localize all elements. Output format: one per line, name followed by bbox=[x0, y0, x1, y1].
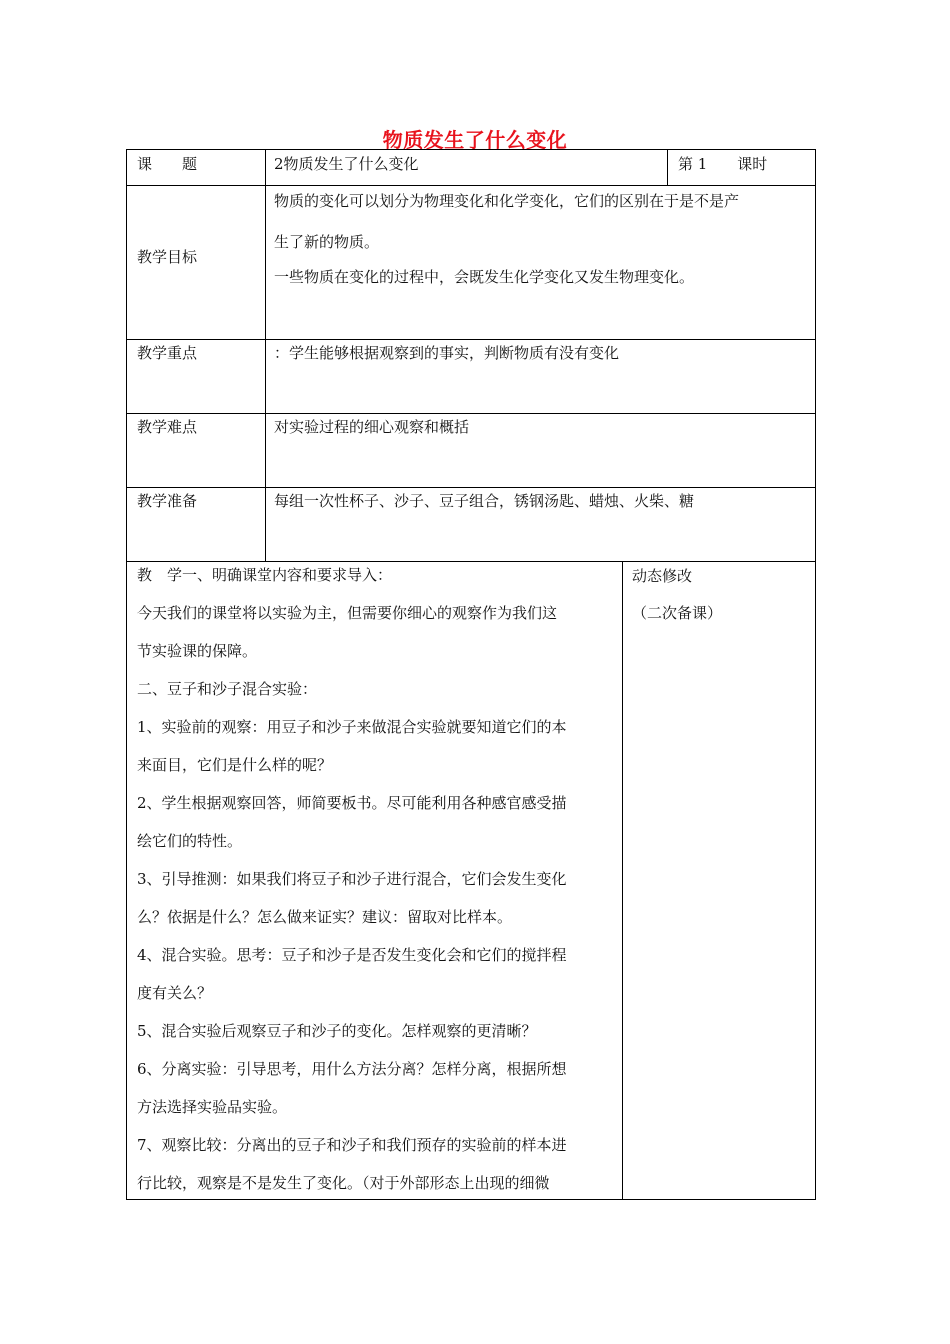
process-line: 绘它们的特性。 bbox=[137, 832, 243, 850]
row-divider bbox=[126, 413, 816, 414]
revision-note: （二次备课） bbox=[632, 604, 723, 622]
goals-line: 生了新的物质。 bbox=[274, 233, 380, 251]
topic-label: 课 题 bbox=[137, 155, 198, 173]
difficulty-label: 教学难点 bbox=[137, 418, 198, 436]
revision-title: 动态修改 bbox=[632, 567, 693, 585]
column-divider bbox=[265, 149, 266, 561]
column-divider bbox=[622, 561, 623, 1200]
process-line: 2、学生根据观察回答，师简要板书。尽可能利用各种感官感受描 bbox=[137, 794, 567, 812]
lesson-number: 第 1 课时 bbox=[678, 155, 768, 173]
process-lines bbox=[137, 556, 617, 1202]
process-line: 方法选择实验品实验。 bbox=[137, 1098, 288, 1116]
column-divider bbox=[667, 149, 668, 185]
preparation-label: 教学准备 bbox=[137, 492, 198, 510]
key-point-label: 教学重点 bbox=[137, 344, 198, 362]
row-divider bbox=[126, 185, 816, 186]
process-line: 6、分离实验：引导思考，用什么方法分离？怎样分离，根据所想 bbox=[137, 1060, 567, 1078]
difficulty-value: 对实验过程的细心观察和概括 bbox=[274, 418, 470, 436]
process-line: 1、实验前的观察：用豆子和沙子来做混合实验就要知道它们的本 bbox=[137, 718, 567, 736]
process-line: 5、混合实验后观察豆子和沙子的变化。怎样观察的更清晰？ bbox=[137, 1022, 537, 1040]
document-title: 物质发生了什么变化 bbox=[382, 128, 568, 152]
preparation-value: 每组一次性杯子、沙子、豆子组合，锈钢汤匙、蜡烛、火柴、糖 bbox=[274, 492, 695, 510]
row-divider bbox=[126, 487, 816, 488]
process-line: 今天我们的课堂将以实验为主，但需要你细心的观察作为我们这 bbox=[137, 604, 558, 622]
process-line: 4、混合实验。思考：豆子和沙子是否发生变化会和它们的搅拌程 bbox=[137, 946, 567, 964]
process-line: 教 学一、明确课堂内容和要求导入： bbox=[137, 566, 393, 584]
goals-label: 教学目标 bbox=[137, 248, 198, 266]
process-line: 7、观察比较：分离出的豆子和沙子和我们预存的实验前的样本进 bbox=[137, 1136, 567, 1154]
process-line: 来面目，它们是什么样的呢？ bbox=[137, 756, 333, 774]
process-line: 度有关么？ bbox=[137, 984, 213, 1002]
process-line: 么？依据是什么？怎么做来证实？建议：留取对比样本。 bbox=[137, 908, 513, 926]
process-line: 行比较，观察是不是发生了变化。（对于外部形态上出现的细微 bbox=[137, 1174, 550, 1192]
process-line: 二、豆子和沙子混合实验： bbox=[137, 680, 318, 698]
row-divider bbox=[126, 339, 816, 340]
process-line: 3、引导推测：如果我们将豆子和沙子进行混合，它们会发生变化 bbox=[137, 870, 567, 888]
key-point-value: ：学生能够根据观察到的事实，判断物质有没有变化 bbox=[274, 344, 620, 362]
topic-value: 2物质发生了什么变化 bbox=[274, 155, 419, 173]
process-line: 节实验课的保障。 bbox=[137, 642, 258, 660]
goals-line: 物质的变化可以划分为物理变化和化学变化，它们的区别在于是不是产 bbox=[274, 192, 740, 210]
goals-line: 一些物质在变化的过程中，会既发生化学变化又发生物理变化。 bbox=[274, 268, 695, 286]
